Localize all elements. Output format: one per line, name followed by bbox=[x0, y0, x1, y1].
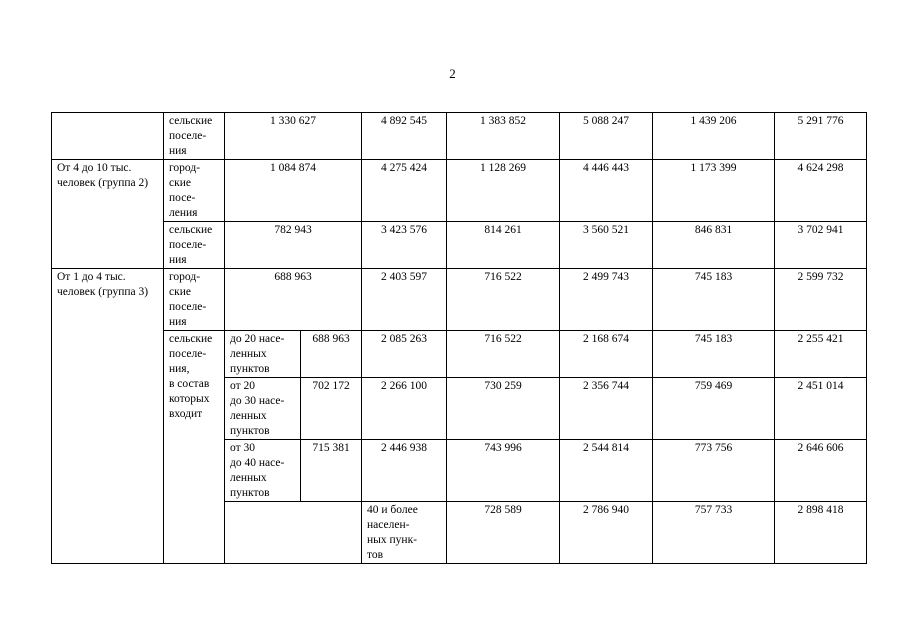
value-cell: 757 733 bbox=[653, 502, 775, 564]
value-cell: 2 599 732 bbox=[775, 269, 867, 331]
subgroup-cell bbox=[225, 331, 301, 378]
value-cell: 759 469 bbox=[653, 378, 775, 440]
subgroup-cell bbox=[225, 378, 301, 440]
value-cell: 2 786 940 bbox=[560, 502, 653, 564]
value-cell: 716 522 bbox=[447, 331, 560, 378]
cell-text-line: ские bbox=[169, 177, 191, 189]
table-row bbox=[52, 160, 867, 222]
cell-text-line: ных пунк- bbox=[367, 534, 417, 546]
value-cell: 2 499 743 bbox=[560, 269, 653, 331]
cell-text-line: до 20 насе- bbox=[230, 333, 285, 345]
cell-text-line: От 4 до 10 тыс. bbox=[57, 162, 132, 174]
cell-text-line: которых bbox=[169, 393, 210, 405]
cell-text-line: сельские bbox=[169, 333, 213, 345]
value-cell: 4 624 298 bbox=[775, 160, 867, 222]
value-cell: 716 522 bbox=[447, 269, 560, 331]
cell-text-line: ления bbox=[169, 207, 198, 219]
cell-text-line: ленных bbox=[230, 472, 267, 484]
value-cell: 2 168 674 bbox=[560, 331, 653, 378]
settlement-type-cell bbox=[164, 222, 225, 269]
value-cell: 773 756 bbox=[653, 440, 775, 502]
cell-text-line: ния bbox=[169, 254, 187, 266]
cell-text-line: ленных bbox=[230, 348, 267, 360]
value-cell: 715 381 bbox=[301, 440, 362, 502]
value-cell: 846 831 bbox=[653, 222, 775, 269]
table-row bbox=[52, 331, 867, 378]
settlement-type-cell bbox=[225, 502, 362, 564]
cell-text-line: поселе- bbox=[169, 130, 207, 142]
settlement-type-cell bbox=[164, 269, 225, 331]
cell-text-line: сельские bbox=[169, 224, 213, 236]
value-cell: 743 996 bbox=[447, 440, 560, 502]
cell-text-line: пунктов bbox=[230, 425, 270, 437]
group-cell bbox=[52, 269, 164, 564]
cell-text-line: человек (группа 3) bbox=[57, 286, 149, 298]
cell-text-line: поселе- bbox=[169, 348, 207, 360]
subgroup-cell bbox=[225, 440, 301, 502]
cell-text-line: пунктов bbox=[230, 487, 270, 499]
value-cell: 2 446 938 bbox=[362, 440, 447, 502]
cell-text-line: ния bbox=[169, 145, 187, 157]
cell-text-line: входит bbox=[169, 408, 203, 420]
cell-text-line: до 30 насе- bbox=[230, 395, 285, 407]
value-cell: 2 451 014 bbox=[775, 378, 867, 440]
value-cell: 745 183 bbox=[653, 269, 775, 331]
table-row bbox=[52, 113, 867, 160]
value-cell: 3 423 576 bbox=[362, 222, 447, 269]
value-cell: 730 259 bbox=[447, 378, 560, 440]
value-cell: 1 084 874 bbox=[225, 160, 362, 222]
value-cell: 688 963 bbox=[301, 331, 362, 378]
cell-text-line: населен- bbox=[367, 519, 410, 531]
subgroup-cell bbox=[362, 502, 447, 564]
page-number: 2 bbox=[449, 66, 456, 81]
value-cell: 728 589 bbox=[447, 502, 560, 564]
cell-text-line: посе- bbox=[169, 192, 196, 204]
cell-text-line: от 20 bbox=[230, 380, 255, 392]
cell-text-line: тов bbox=[367, 549, 384, 561]
data-table bbox=[51, 112, 867, 564]
group-cell bbox=[52, 160, 164, 269]
value-cell: 1 330 627 bbox=[225, 113, 362, 160]
cell-text-line: ские bbox=[169, 286, 191, 298]
value-cell: 2 898 418 bbox=[775, 502, 867, 564]
value-cell: 5 291 776 bbox=[775, 113, 867, 160]
cell-text-line: От 1 до 4 тыс. bbox=[57, 271, 126, 283]
value-cell: 5 088 247 bbox=[560, 113, 653, 160]
cell-text-line: поселе- bbox=[169, 301, 207, 313]
table-row bbox=[52, 222, 867, 269]
settlement-type-cell bbox=[164, 113, 225, 160]
cell-text-line: 40 и более bbox=[367, 504, 418, 516]
value-cell: 2 266 100 bbox=[362, 378, 447, 440]
cell-text-line: в состав bbox=[169, 378, 210, 390]
value-cell: 1 128 269 bbox=[447, 160, 560, 222]
value-cell: 4 275 424 bbox=[362, 160, 447, 222]
value-cell: 688 963 bbox=[225, 269, 362, 331]
cell-text-line: ния bbox=[169, 316, 187, 328]
cell-text-line: пунктов bbox=[230, 363, 270, 375]
value-cell: 2 544 814 bbox=[560, 440, 653, 502]
value-cell: 2 403 597 bbox=[362, 269, 447, 331]
value-cell: 4 446 443 bbox=[560, 160, 653, 222]
group-cell bbox=[52, 113, 164, 160]
value-cell: 3 702 941 bbox=[775, 222, 867, 269]
cell-text-line: до 40 насе- bbox=[230, 457, 285, 469]
value-cell: 3 560 521 bbox=[560, 222, 653, 269]
settlement-type-cell bbox=[164, 160, 225, 222]
value-cell: 1 439 206 bbox=[653, 113, 775, 160]
cell-text-line: город- bbox=[169, 162, 201, 174]
cell-text-line: ленных bbox=[230, 410, 267, 422]
cell-text-line: человек (группа 2) bbox=[57, 177, 149, 189]
settlement-type-cell bbox=[164, 331, 225, 564]
value-cell: 814 261 bbox=[447, 222, 560, 269]
value-cell: 2 646 606 bbox=[775, 440, 867, 502]
value-cell: 702 172 bbox=[301, 378, 362, 440]
cell-text-line: ния, bbox=[169, 363, 190, 375]
value-cell: 2 085 263 bbox=[362, 331, 447, 378]
value-cell: 1 383 852 bbox=[447, 113, 560, 160]
value-cell: 745 183 bbox=[653, 331, 775, 378]
value-cell: 4 892 545 bbox=[362, 113, 447, 160]
cell-text-line: город- bbox=[169, 271, 201, 283]
cell-text-line: от 30 bbox=[230, 442, 255, 454]
value-cell: 2 255 421 bbox=[775, 331, 867, 378]
table-row bbox=[52, 269, 867, 331]
value-cell: 2 356 744 bbox=[560, 378, 653, 440]
cell-text-line: сельские bbox=[169, 115, 213, 127]
cell-text-line: поселе- bbox=[169, 239, 207, 251]
value-cell: 1 173 399 bbox=[653, 160, 775, 222]
value-cell: 782 943 bbox=[225, 222, 362, 269]
